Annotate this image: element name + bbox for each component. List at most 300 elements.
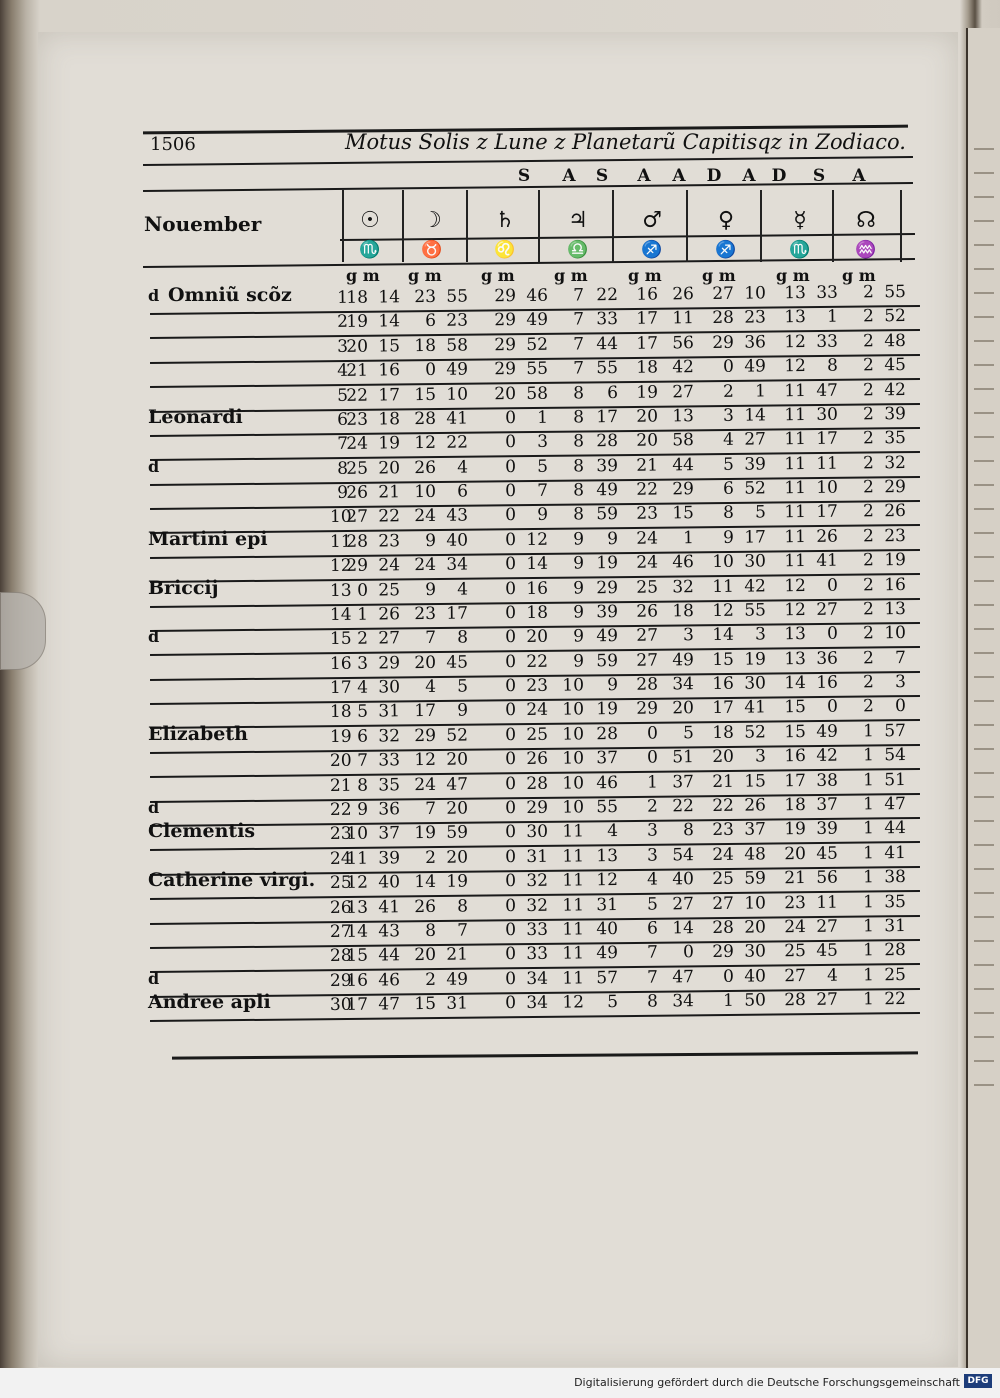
minute-value: 59 (446, 822, 469, 844)
minute-value: 40 (378, 872, 401, 893)
degree-value: 21 (712, 771, 735, 792)
degree-value: 17 (346, 994, 369, 1015)
degree-value: 7 (573, 309, 585, 330)
degree-value: 27 (636, 650, 659, 671)
column-letter: S (812, 166, 826, 186)
minute-value: 16 (884, 574, 907, 595)
facing-page-text-trace (974, 244, 994, 246)
feast-day-label: Andree apli (148, 991, 271, 1014)
day-number: 16 (329, 653, 352, 674)
degree-value: 21 (346, 360, 369, 381)
minute-value: 24 (378, 555, 401, 576)
minute-value: 18 (378, 409, 401, 430)
degree-value: 0 (505, 481, 517, 502)
facing-page-text-trace (974, 772, 994, 774)
degree-value: 1 (863, 940, 875, 961)
minute-value: 8 (683, 820, 695, 841)
minute-value: 23 (378, 531, 401, 552)
degree-value: 18 (346, 287, 369, 308)
degree-value: 16 (636, 284, 659, 305)
minute-value: 36 (378, 799, 401, 820)
degree-value: 11 (712, 576, 735, 597)
minute-value: 55 (596, 358, 619, 379)
minute-value: 41 (884, 842, 907, 863)
planet-symbol: ☉ (360, 208, 380, 233)
degree-value: 29 (712, 332, 735, 353)
minute-value: 44 (672, 454, 695, 476)
minute-value: 7 (537, 480, 549, 501)
degree-value: 8 (573, 407, 585, 428)
minute-value: 10 (816, 477, 839, 498)
degree-value: 23 (712, 820, 735, 841)
degree-value: 0 (505, 602, 517, 624)
degree-value: 9 (573, 626, 585, 647)
degree-value: 27 (346, 507, 369, 528)
degree-value: 17 (414, 701, 437, 722)
degree-value: 2 (863, 306, 875, 327)
minute-value: 1 (683, 527, 695, 549)
minute-value: 25 (884, 964, 907, 985)
minute-value: 20 (744, 917, 767, 938)
page-number: 1506 (150, 134, 196, 155)
facing-page-text-trace (974, 1084, 994, 1086)
degree-value: 11 (784, 526, 807, 548)
minute-value: 34 (672, 991, 695, 1012)
minute-value: 14 (378, 311, 401, 332)
degree-value: 24 (414, 555, 437, 576)
minute-value: 15 (672, 503, 695, 524)
minute-value: 10 (446, 384, 469, 405)
minute-value: 32 (526, 870, 549, 892)
degree-value: 5 (357, 702, 369, 723)
minute-value: 33 (526, 943, 549, 965)
degree-value: 9 (573, 577, 585, 598)
degree-value: 27 (712, 283, 735, 304)
minute-value: 49 (672, 649, 695, 671)
degree-value: 22 (636, 479, 659, 500)
minute-value: 25 (526, 724, 549, 745)
degree-value: 15 (346, 945, 369, 967)
minute-value: 43 (378, 921, 401, 942)
planet-symbol: ♃ (568, 208, 588, 233)
degree-value: 22 (346, 385, 369, 406)
minute-value: 39 (884, 403, 907, 425)
minute-value: 33 (816, 331, 839, 352)
minute-value: 26 (672, 284, 695, 305)
facing-page-text-trace (974, 388, 994, 390)
degree-value: 24 (636, 528, 659, 549)
degree-value: 0 (505, 529, 517, 550)
minute-value: 6 (607, 382, 619, 403)
minute-value: 40 (744, 966, 767, 987)
degree-value: 2 (863, 379, 875, 400)
degree-value: 21 (636, 455, 659, 476)
minute-value: 55 (596, 796, 619, 818)
degree-value: 14 (414, 872, 437, 893)
minute-value: 27 (816, 599, 839, 620)
degree-value: 4 (723, 430, 735, 451)
degree-value: 7 (573, 285, 585, 306)
day-number: 22 (329, 799, 352, 820)
minute-value: 55 (446, 286, 469, 307)
degree-value: 0 (425, 360, 437, 381)
degree-value: 0 (505, 651, 517, 672)
minute-value: 49 (446, 359, 469, 380)
minute-value: 42 (884, 379, 907, 400)
degree-value: 26 (346, 482, 369, 503)
degree-value: 19 (784, 819, 807, 840)
minute-value: 47 (378, 994, 401, 1015)
degree-value: 0 (505, 871, 517, 892)
degree-value: 1 (863, 916, 875, 937)
degree-value: 0 (505, 798, 517, 819)
day-number: 21 (329, 775, 352, 796)
degree-value: 28 (414, 408, 437, 430)
zodiac-sign: ♏ (359, 240, 381, 260)
column-divider (342, 190, 344, 262)
minute-value: 3 (755, 624, 767, 645)
day-number: 7 (337, 434, 349, 455)
facing-page-text-trace (974, 316, 994, 318)
degree-value: 11 (784, 453, 807, 474)
minute-value: 46 (672, 552, 695, 573)
minute-value: 0 (683, 942, 695, 963)
degree-value: 1 (863, 818, 875, 839)
degree-value: 12 (414, 750, 437, 771)
minute-value: 26 (526, 748, 549, 770)
minute-value: 1 (755, 380, 767, 402)
degree-value: 0 (505, 895, 517, 916)
degree-value: 12 (414, 433, 437, 454)
minute-value: 17 (378, 384, 401, 406)
degree-value: 16 (712, 673, 735, 695)
degree-value: 7 (425, 628, 437, 649)
day-number: 23 (329, 824, 352, 845)
degree-value: 12 (784, 356, 807, 377)
degree-value: 1 (863, 891, 875, 912)
facing-page-text-trace (974, 1060, 994, 1062)
minute-value: 23 (526, 675, 549, 697)
minute-value: 47 (672, 966, 695, 988)
degree-value: 29 (494, 310, 517, 331)
day-number: 15 (329, 629, 352, 650)
degree-value: 17 (784, 770, 807, 791)
degree-value: 25 (784, 941, 807, 962)
degree-minute-label: g m (554, 266, 588, 285)
degree-value: 14 (712, 625, 735, 646)
degree-value: 20 (784, 843, 807, 864)
column-letter: A (742, 166, 756, 186)
degree-value: 10 (414, 481, 437, 503)
minute-value: 46 (378, 969, 401, 991)
table-title: Motus Solis z Lune z Planetarũ Capitisqz in Zodiaco. (345, 130, 906, 154)
degree-value: 9 (723, 527, 735, 548)
degree-value: 2 (723, 381, 735, 402)
degree-value: 0 (505, 627, 517, 648)
feast-day-label: Elizabeth (148, 722, 248, 745)
degree-value: 15 (414, 384, 437, 405)
minute-value: 33 (596, 309, 619, 330)
column-letter: D (771, 166, 787, 186)
minute-value: 11 (672, 308, 695, 329)
degree-value: 12 (784, 575, 807, 596)
minute-value: 19 (446, 871, 469, 892)
degree-value: 7 (573, 358, 585, 379)
degree-value: 23 (784, 892, 807, 913)
facing-page-text-trace (974, 292, 994, 294)
minute-value: 32 (672, 576, 695, 597)
minute-value: 0 (895, 696, 907, 717)
minute-value: 37 (596, 748, 619, 769)
degree-value: 11 (562, 821, 585, 842)
degree-value: 24 (712, 844, 735, 865)
minute-value: 54 (884, 745, 907, 766)
minute-value: 13 (884, 598, 907, 620)
minute-value: 30 (744, 941, 767, 962)
minute-value: 14 (526, 553, 549, 575)
minute-value: 17 (816, 502, 839, 523)
degree-minute-label: g m (628, 266, 662, 285)
facing-page-text-trace (974, 748, 994, 750)
degree-value: 11 (346, 848, 369, 869)
minute-value: 9 (607, 528, 619, 549)
degree-value: 29 (636, 699, 659, 720)
minute-value: 8 (827, 355, 839, 376)
facing-page-text-trace (974, 868, 994, 870)
degree-value: 2 (863, 672, 875, 693)
facing-page-text-trace (974, 220, 994, 222)
minute-value: 15 (378, 336, 401, 357)
minute-value: 4 (457, 457, 469, 478)
minute-value: 34 (672, 674, 695, 695)
degree-value: 4 (425, 676, 437, 698)
minute-value: 23 (884, 525, 907, 546)
column-letter: A (637, 166, 651, 186)
degree-value: 17 (636, 333, 659, 354)
degree-value: 11 (784, 404, 807, 426)
minute-value: 41 (378, 896, 401, 917)
degree-value: 11 (784, 551, 807, 572)
minute-value: 20 (446, 798, 469, 819)
minute-value: 59 (596, 504, 619, 525)
degree-value: 10 (346, 823, 369, 845)
degree-value: 20 (636, 406, 659, 427)
facing-page-text-trace (974, 460, 994, 462)
degree-value: 14 (346, 921, 369, 942)
degree-value: 15 (784, 697, 807, 718)
minute-value: 27 (744, 429, 767, 450)
day-number: 2 (337, 312, 349, 333)
minute-value: 15 (744, 771, 767, 792)
minute-value: 31 (378, 701, 401, 722)
minute-value: 22 (446, 432, 469, 454)
minute-value: 1 (537, 407, 549, 428)
minute-value: 30 (744, 673, 767, 694)
degree-value: 9 (573, 602, 585, 623)
degree-value: 2 (863, 623, 875, 644)
minute-value: 23 (744, 307, 767, 329)
degree-value: 0 (505, 407, 517, 429)
day-number: 24 (329, 848, 352, 869)
degree-value: 1 (357, 604, 369, 625)
minute-value: 58 (526, 383, 549, 404)
day-number: 5 (337, 385, 349, 406)
degree-value: 15 (414, 993, 437, 1015)
degree-value: 12 (562, 992, 585, 1013)
degree-value: 2 (863, 501, 875, 522)
minute-value: 11 (816, 453, 839, 474)
planet-symbol: ♄ (495, 208, 515, 233)
degree-value: 7 (647, 967, 659, 988)
degree-value: 20 (346, 336, 369, 357)
degree-value: 8 (573, 504, 585, 525)
degree-value: 2 (425, 847, 437, 868)
facing-page-text-trace (974, 964, 994, 966)
degree-value: 19 (636, 382, 659, 403)
feast-day-label: Clementis (148, 820, 256, 843)
column-divider (402, 190, 404, 262)
column-divider (612, 190, 614, 262)
minute-value: 27 (816, 916, 839, 937)
minute-value: 29 (672, 479, 695, 500)
facing-page-text-trace (974, 484, 994, 486)
facing-page-edge (966, 28, 1000, 1368)
minute-value: 20 (446, 847, 469, 868)
minute-value: 52 (744, 722, 767, 743)
minute-value: 5 (755, 502, 767, 523)
degree-value: 24 (636, 552, 659, 573)
minute-value: 58 (446, 335, 469, 356)
minute-value: 39 (596, 455, 619, 476)
degree-value: 1 (647, 772, 659, 793)
minute-value: 47 (816, 380, 839, 401)
degree-value: 23 (414, 603, 437, 625)
degree-value: 15 (784, 721, 807, 743)
degree-value: 2 (863, 282, 875, 303)
minute-value: 22 (672, 796, 695, 817)
degree-value: 24 (784, 916, 807, 938)
minute-value: 38 (884, 867, 907, 888)
minute-value: 39 (596, 601, 619, 623)
degree-value: 1 (863, 964, 875, 986)
degree-value: 9 (573, 651, 585, 672)
degree-value: 25 (346, 458, 369, 479)
minute-value: 44 (596, 333, 619, 354)
minute-value: 27 (378, 628, 401, 649)
degree-value: 13 (784, 283, 807, 304)
degree-value: 0 (505, 993, 517, 1014)
day-number: 28 (329, 946, 352, 967)
minute-value: 13 (596, 845, 619, 866)
degree-value: 16 (346, 970, 369, 991)
degree-value: 2 (425, 969, 437, 990)
degree-value: 17 (712, 698, 735, 719)
degree-value: 2 (863, 696, 875, 717)
day-number: 12 (329, 555, 352, 577)
minute-value: 48 (744, 844, 767, 865)
feast-day-label: Omniũ scõz (168, 284, 292, 306)
feast-day-label: Leonardi (148, 405, 243, 428)
minute-value: 31 (526, 846, 549, 867)
facing-page-text-trace (974, 532, 994, 534)
degree-value: 8 (573, 382, 585, 403)
planet-symbol: ☽ (422, 208, 442, 233)
minute-value: 8 (457, 896, 469, 917)
minute-value: 35 (884, 428, 907, 449)
column-letter: A (852, 166, 866, 186)
minute-value: 28 (884, 940, 907, 961)
facing-page-text-trace (974, 364, 994, 366)
planet-symbol: ☿ (793, 208, 807, 233)
degree-value: 3 (647, 845, 659, 866)
facing-page-text-trace (974, 988, 994, 990)
degree-value: 0 (505, 919, 517, 941)
degree-value: 2 (863, 428, 875, 449)
degree-value: 20 (494, 383, 517, 404)
minute-value: 47 (446, 774, 469, 795)
degree-value: 2 (863, 599, 875, 620)
minute-value: 48 (884, 330, 907, 351)
minute-value: 10 (744, 892, 767, 914)
minute-value: 56 (816, 867, 839, 889)
degree-value: 12 (346, 872, 369, 893)
zodiac-sign: ♒ (855, 240, 877, 260)
degree-value: 8 (573, 480, 585, 501)
sunday-mark: d (148, 797, 160, 817)
degree-value: 6 (357, 726, 369, 747)
minute-value: 29 (378, 652, 401, 674)
column-divider (686, 190, 688, 262)
minute-value: 46 (526, 285, 549, 306)
minute-value: 55 (744, 600, 767, 621)
facing-page-text-trace (974, 580, 994, 582)
degree-value: 0 (647, 747, 659, 768)
minute-value: 29 (884, 477, 907, 498)
degree-value: 7 (357, 750, 369, 771)
minute-value: 31 (884, 915, 907, 937)
degree-value: 2 (863, 550, 875, 571)
minute-value: 26 (744, 795, 767, 816)
minute-value: 4 (457, 579, 469, 600)
sunday-mark: d (148, 456, 160, 476)
degree-value: 5 (723, 454, 735, 475)
minute-value: 59 (744, 868, 767, 889)
day-number: 20 (329, 750, 352, 772)
minute-value: 51 (884, 769, 907, 790)
minute-value: 1 (827, 307, 839, 328)
minute-value: 24 (526, 700, 549, 721)
column-letter: A (672, 166, 686, 186)
degree-value: 29 (346, 555, 369, 577)
facing-page-text-trace (974, 796, 994, 798)
day-number: 14 (329, 604, 352, 625)
degree-value: 9 (573, 529, 585, 550)
degree-value: 20 (712, 746, 735, 768)
minute-value: 37 (816, 794, 839, 815)
day-number: 19 (329, 726, 352, 747)
minute-value: 27 (672, 893, 695, 914)
degree-value: 2 (863, 331, 875, 352)
sunday-mark: d (148, 286, 160, 305)
minute-value: 32 (526, 895, 549, 916)
minute-value: 33 (378, 750, 401, 771)
degree-value: 29 (494, 334, 517, 356)
degree-value: 27 (636, 625, 659, 647)
degree-value: 25 (636, 577, 659, 598)
minute-value: 11 (816, 892, 839, 913)
degree-value: 0 (723, 356, 735, 378)
planet-symbol: ☊ (856, 208, 876, 233)
